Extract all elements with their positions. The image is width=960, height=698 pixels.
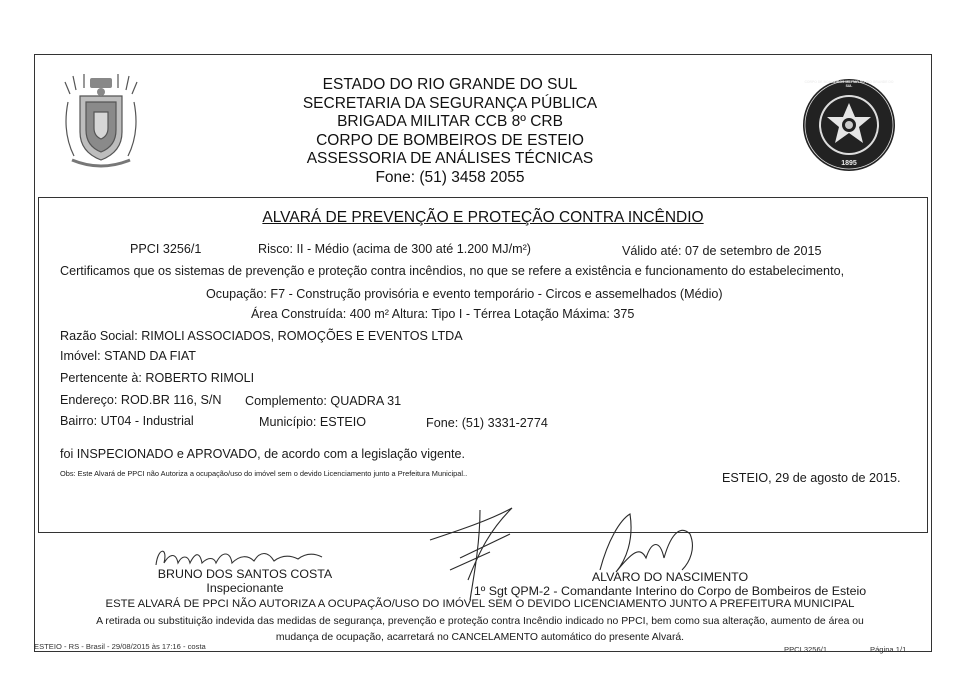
property: Imóvel: STAND DA FIAT (60, 349, 196, 363)
footer-ppci-ref: PPCI 3256/1 (784, 645, 828, 654)
permit-title: ALVARÁ DE PREVENÇÃO E PROTEÇÃO CONTRA INCÊNDIO (262, 209, 704, 226)
issue-stamp: ESTEIO - RS - Brasil - 29/08/2015 às 17:16 - costa (34, 642, 206, 651)
built-area: Área Construída: 400 m² Altura: Tipo I - Térrea Lotação Máxima: 375 (251, 307, 635, 321)
address: Endereço: ROD.BR 116, S/N (60, 393, 222, 407)
observation: Obs: Este Alvará de PPCI não Autoriza a ocupação/uso do imóvel sem o devido Licenciamento junto a Prefeitura Municipal.. (60, 469, 468, 478)
seal-year: 1895 (841, 160, 857, 167)
inspector-role: Inspecionante (206, 581, 284, 595)
fire-department-seal-icon (801, 77, 897, 173)
footer-cancellation-text-2: mudança de ocupação, acarretará no CANCELAMENTO automático do presente Alvará. (275, 632, 685, 643)
commander-name: ALVARO DO NASCIMENTO (591, 570, 749, 584)
company-name: Razão Social: RIMOLI ASSOCIADOS, ROMOÇÕES E EVENTOS LTDA (60, 329, 463, 343)
footer-warning: ESTE ALVARÁ DE PPCI NÃO AUTORIZA A OCUPAÇÃO/USO DO IMÓVEL SEM O DEVIDO LICENCIAMENTO JUNTO A PREFEITURA MUNICIPAL (105, 598, 855, 610)
header-advisory: ASSESSORIA DE ANÁLISES TÉCNICAS (306, 150, 594, 168)
address-complement: Complemento: QUADRA 31 (245, 394, 402, 408)
inspector-name: BRUNO DOS SANTOS COSTA (157, 567, 333, 581)
state-coat-of-arms-icon (60, 72, 142, 180)
header-state: ESTADO DO RIO GRANDE DO SUL (322, 76, 578, 93)
page-number: Página 1/1 (870, 645, 907, 654)
inspector-signature (120, 567, 370, 595)
header-brigade: BRIGADA MILITAR CCB 8º CRB (337, 113, 563, 131)
owner: Pertencente à: ROBERTO RIMOLI (60, 371, 255, 385)
footer-cancellation-text: A retirada ou substituição indevida das medidas de segurança, prevenção e proteção contra Incêndio indicado no PPCI, bem como sua alteração, aumento de área ou (96, 616, 864, 627)
valid-until: Válido até: 07 de setembro de 2015 (622, 244, 822, 258)
commander-role: 1º Sgt QPM-2 - Comandante Interino do Corpo de Bombeiros de Esteio (473, 584, 867, 598)
ppci-number: PPCI 3256/1 (130, 242, 202, 256)
municipality: Município: ESTEIO (259, 415, 367, 429)
header (260, 76, 640, 188)
header-secretariat: SECRETARIA DA SEGURANÇA PÚBLICA (302, 94, 598, 112)
header-fire-corps: CORPO DE BOMBEIROS DE ESTEIO (316, 131, 584, 149)
certification-text: Certificamos que os sistemas de prevenção e proteção contra incêndios, no que se refere a existência e funcionamento do estabelecimento, (60, 264, 845, 278)
header-phone: Fone: (51) 3458 2055 (375, 168, 525, 186)
phone: Fone: (51) 3331-2774 (426, 416, 548, 430)
occupation: Ocupação: F7 - Construção provisória e evento temporário - Circos e assemelhados (Médio) (206, 287, 723, 301)
risk-level: Risco: II - Médio (acima de 300 até 1.200 MJ/m²) (258, 242, 531, 256)
inspection-result: foi INSPECIONADO e APROVADO, de acordo com a legislação vigente. (60, 447, 466, 461)
district: Bairro: UT04 - Industrial (60, 414, 194, 428)
commander-signature (450, 570, 890, 598)
place-and-date: ESTEIO, 29 de agosto de 2015. (722, 471, 901, 485)
seal-top-text: CORPO DE BOMBEIROS MILITAR DO RIO GRANDE DO SUL (804, 80, 894, 88)
